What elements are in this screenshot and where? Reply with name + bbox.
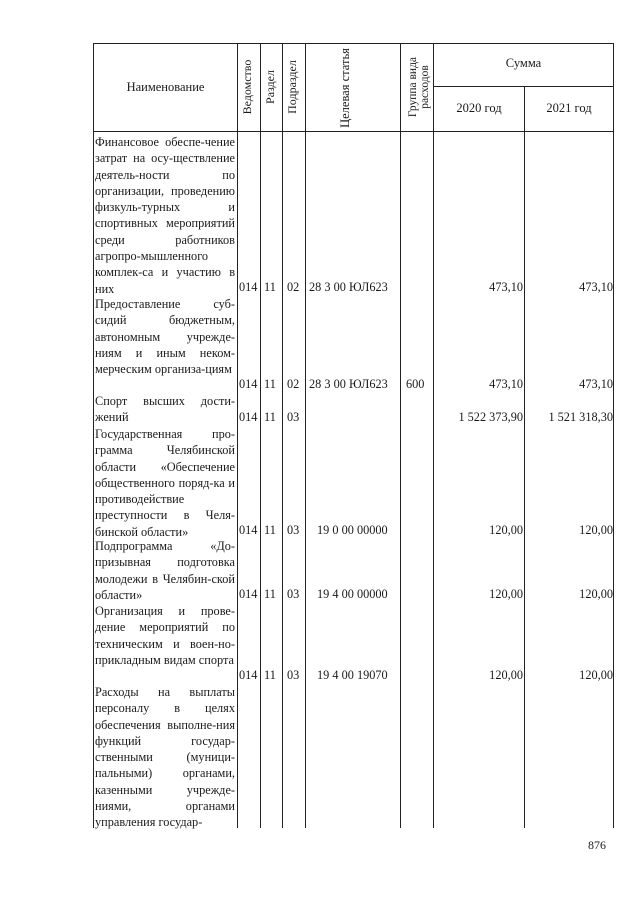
row-v2021: 120,00 (579, 587, 613, 601)
row-tsel: 28 3 00 ЮЛ623 (309, 377, 388, 391)
row-name: Организация и прове-дение мероприятий по техническим и воен-но-прикладным видам спорта (95, 604, 235, 667)
header-year-2021: 2021 год (546, 101, 592, 115)
row-tsel: 19 0 00 00000 (317, 523, 388, 537)
row-podr: 03 (287, 410, 300, 424)
row-v2021: 473,10 (579, 280, 613, 294)
row-razdel: 11 (264, 523, 276, 537)
row-podr: 02 (287, 280, 300, 294)
header-summa: Сумма (505, 56, 542, 70)
header-razdel: Раздел (263, 70, 277, 104)
row-razdel: 11 (264, 587, 276, 601)
row-ved: 014 (239, 377, 258, 391)
header-year-2020: 2020 год (456, 101, 502, 115)
table-top-border (93, 43, 614, 44)
page-number: 876 (588, 838, 606, 852)
row-v2021: 473,10 (579, 377, 613, 391)
row-tsel: 19 4 00 19070 (317, 668, 388, 682)
col-border-2020 (524, 86, 525, 828)
row-gruppa: 600 (406, 377, 425, 391)
row-ved: 014 (239, 523, 258, 537)
row-name: Финансовое обеспе-чение затрат на осу-ществление деятель-ности по организации, проведению физкуль-турных и спортивных мероприятий среди работников агропро-мышленного комплек-са и участию в них (95, 135, 235, 296)
col-border-gruppa (433, 43, 434, 828)
row-v2020: 120,00 (489, 668, 523, 682)
header-tselevaya: Целевая статья (338, 48, 352, 128)
col-border-name (237, 43, 238, 828)
col-border-ved (260, 43, 261, 828)
row-razdel: 11 (264, 377, 276, 391)
row-razdel: 11 (264, 280, 276, 294)
row-name: Государственная про-грамма Челябинской области «Обеспечение общественного поряд-ка и противодействие преступности в Челя-бинской области» (95, 427, 235, 539)
row-razdel: 11 (264, 668, 276, 682)
col-border-left (93, 43, 94, 828)
row-v2021: 1 521 318,30 (548, 410, 613, 424)
row-podr: 03 (287, 668, 300, 682)
row-v2020: 120,00 (489, 587, 523, 601)
row-ved: 014 (239, 587, 258, 601)
row-name: Спорт высших дости-жений (95, 394, 235, 425)
row-podr: 03 (287, 523, 300, 537)
row-v2021: 120,00 (579, 523, 613, 537)
header-gruppa: Группа вида расходов (407, 56, 431, 118)
row-ved: 014 (239, 410, 258, 424)
row-podr: 02 (287, 377, 300, 391)
row-name: Подпрограмма «До-призывная подготовка молодежи в Челябин-ской области» (95, 539, 235, 602)
col-border-tsel (400, 43, 401, 828)
row-v2020: 120,00 (489, 523, 523, 537)
col-border-right (613, 43, 614, 828)
row-tsel: 19 4 00 00000 (317, 587, 388, 601)
row-v2020: 473,10 (489, 280, 523, 294)
col-border-podr (305, 43, 306, 828)
col-border-razdel (282, 43, 283, 828)
header-vedomstvo: Ведомство (240, 59, 254, 115)
row-ved: 014 (239, 668, 258, 682)
row-v2021: 120,00 (579, 668, 613, 682)
header-bottom-border (93, 131, 614, 132)
header-name: Наименование (126, 80, 205, 94)
row-tsel: 28 3 00 ЮЛ623 (309, 280, 388, 294)
row-v2020: 473,10 (489, 377, 523, 391)
row-v2020: 1 522 373,90 (458, 410, 523, 424)
row-razdel: 11 (264, 410, 276, 424)
header-podrazdel: Подраздел (285, 60, 299, 114)
row-ved: 014 (239, 280, 258, 294)
row-podr: 03 (287, 587, 300, 601)
row-name: Расходы на выплаты персоналу в целях обеспечения выполне-ния функций государ-ственными (муници-пальными) органами, казенными учрежде-ниями, органами управления государ- (95, 685, 235, 830)
row-name: Предоставление суб-сидий бюджетным, автономным учрежде-ниям и иным неком-мерческим организа-циям (95, 297, 235, 377)
